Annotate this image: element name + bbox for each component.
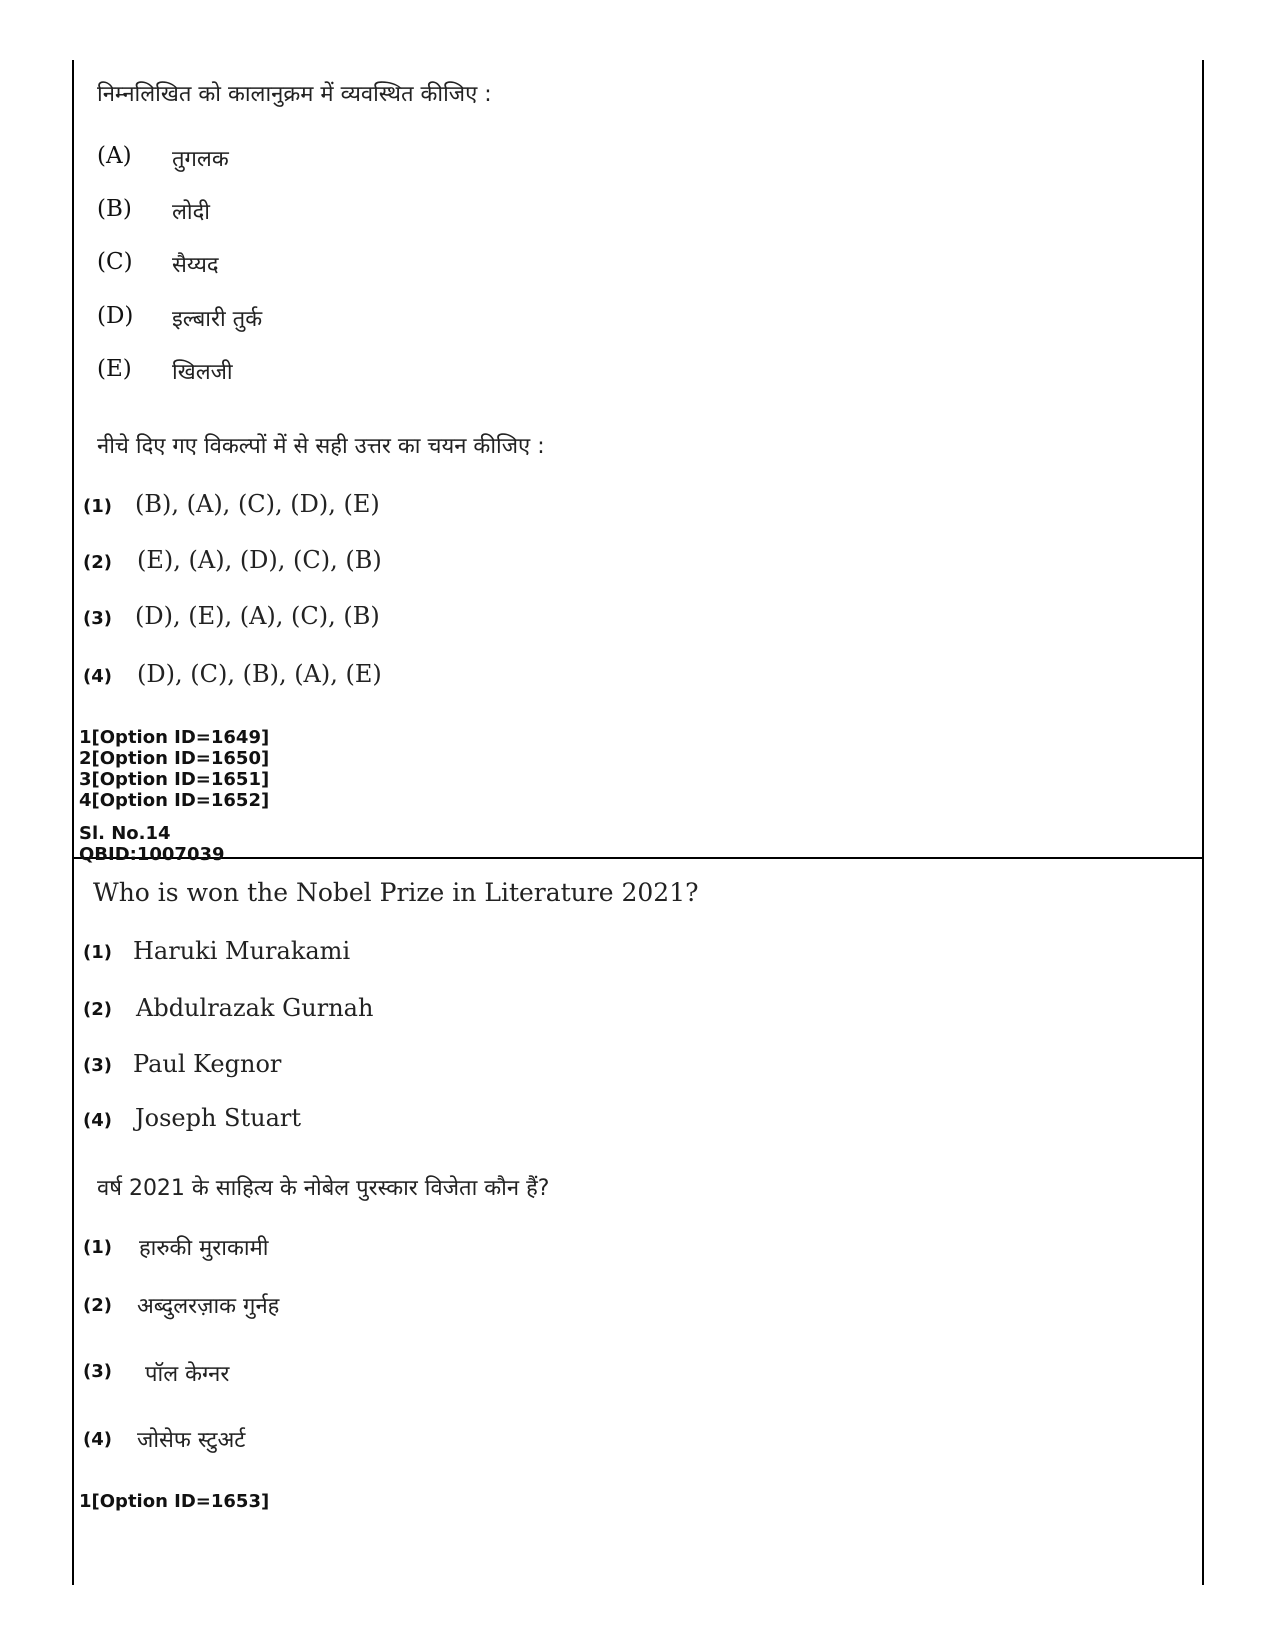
- option-id: 3[Option ID=1651]: [79, 769, 270, 790]
- question-instruction: निम्नलिखित को कालानुक्रम में व्यवस्थित कीजिए :: [97, 82, 492, 107]
- question-divider: [72, 857, 1204, 859]
- option-number: (3): [83, 608, 112, 629]
- option-number: (4): [83, 1110, 112, 1131]
- question-text-hindi: वर्ष 2021 के साहित्य के नोबेल पुरस्कार विजेता कौन हैं?: [97, 1176, 550, 1201]
- option-text[interactable]: Joseph Stuart: [135, 1104, 302, 1132]
- option-id: 1[Option ID=1653]: [79, 1491, 270, 1512]
- option-text[interactable]: (D), (C), (B), (A), (E): [137, 660, 382, 688]
- option-number: (3): [83, 1361, 112, 1382]
- option-number: (1): [83, 942, 112, 963]
- option-id: 1[Option ID=1649]: [79, 727, 270, 748]
- option-id: 2[Option ID=1650]: [79, 748, 270, 769]
- question-text-english: Who is won the Nobel Prize in Literature 2021?: [93, 878, 699, 907]
- item-text: सैय्यद: [172, 253, 219, 278]
- option-number: (2): [83, 552, 112, 573]
- option-text[interactable]: Abdulrazak Gurnah: [136, 994, 374, 1022]
- option-text[interactable]: (B), (A), (C), (D), (E): [135, 490, 380, 518]
- option-text[interactable]: Haruki Murakami: [133, 937, 351, 965]
- item-letter: (E): [97, 356, 132, 382]
- option-number: (2): [83, 1295, 112, 1316]
- option-text[interactable]: जोसेफ स्टुअर्ट: [137, 1428, 246, 1453]
- option-text[interactable]: अब्दुलरज़ाक गुर्नह: [137, 1294, 280, 1319]
- item-text: तुगलक: [172, 147, 229, 172]
- item-letter: (A): [97, 143, 132, 169]
- option-text[interactable]: Paul Kegnor: [133, 1050, 282, 1078]
- item-letter: (D): [97, 303, 134, 329]
- option-number: (4): [83, 666, 112, 687]
- option-text[interactable]: हारुकी मुराकामी: [139, 1236, 269, 1261]
- item-text: लोदी: [172, 200, 210, 225]
- page-frame: [72, 60, 1204, 1585]
- item-text: इल्बारी तुर्क: [172, 307, 263, 332]
- option-number: (1): [83, 496, 112, 517]
- option-text[interactable]: (D), (E), (A), (C), (B): [135, 602, 380, 630]
- qbid: QBID:1007039: [79, 844, 225, 865]
- option-number: (3): [83, 1055, 112, 1076]
- item-letter: (B): [97, 196, 132, 222]
- answer-prompt: नीचे दिए गए विकल्पों में से सही उत्तर का चयन कीजिए :: [97, 434, 545, 459]
- option-number: (2): [83, 999, 112, 1020]
- option-number: (1): [83, 1237, 112, 1258]
- item-letter: (C): [97, 249, 133, 275]
- option-id: 4[Option ID=1652]: [79, 790, 270, 811]
- option-text[interactable]: (E), (A), (D), (C), (B): [137, 546, 382, 574]
- option-text[interactable]: पॉल केग्नर: [145, 1362, 230, 1387]
- serial-number: Sl. No.14: [79, 823, 171, 844]
- item-text: खिलजी: [172, 360, 233, 385]
- option-number: (4): [83, 1429, 112, 1450]
